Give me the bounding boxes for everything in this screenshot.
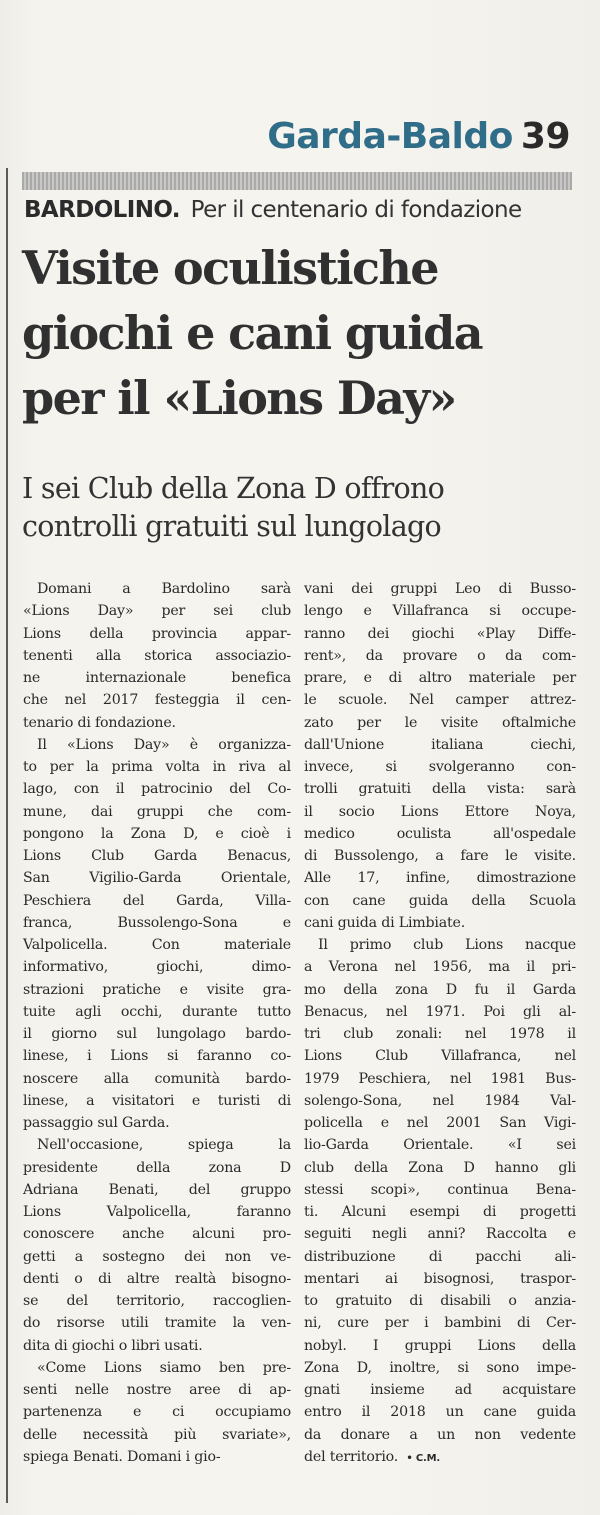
article-line: tenario di fondazione. <box>23 714 176 731</box>
article-line: denti o di altre realtà bisogno- <box>23 1270 291 1287</box>
article-line: nobyl. I gruppi Lions della <box>304 1337 576 1354</box>
article-line: il giorno sul lungolago bardo- <box>23 1026 291 1042</box>
article-line: Zona D, inoltre, si sono impe- <box>304 1359 576 1376</box>
article-line: Benacus, nel 1971. Poi gli al- <box>304 1003 576 1020</box>
article-line: linese, i Lions si faranno co- <box>23 1048 291 1065</box>
article-line: conoscere anche alcuni pro- <box>23 1226 291 1243</box>
article-line: solengo-Sona, nel 1984 Val- <box>304 1092 576 1109</box>
headline-line: Visite oculistiche <box>22 241 438 295</box>
article-line: vani dei gruppi Leo di Busso- <box>304 581 576 597</box>
article-line: Lions Valpolicella, faranno <box>23 1204 291 1220</box>
article-line: Lions Club Garda Benacus, <box>23 848 291 864</box>
article-line: delle necessità più svariate», <box>23 1426 291 1443</box>
article-line: informativo, giochi, dimo- <box>23 959 291 976</box>
article-line: tuite agli occhi, durante tutto <box>23 1003 291 1020</box>
article-line: franca, Bussolengo-Sona e <box>23 914 291 931</box>
kicker-text: Per il centenario di fondazione <box>190 197 522 223</box>
article-line: strazioni pratiche e visite gra- <box>23 981 291 998</box>
section-name: Garda-Baldo <box>267 116 513 157</box>
subheadline-line: controlli gratuiti sul lungolago <box>22 510 442 543</box>
headline <box>22 236 582 431</box>
article-line: che nel 2017 festeggia il cen- <box>23 692 291 709</box>
article-line: presidente della zona D <box>23 1159 291 1176</box>
article-line: San Vigilio-Garda Orientale, <box>23 870 291 887</box>
article-line: zato per le visite oftalmiche <box>304 714 576 731</box>
article-line: ne internazionale benefica <box>23 670 291 686</box>
article-line: mo della zona D fu il Garda <box>304 981 576 998</box>
subheadline <box>22 470 582 546</box>
article-line: medico oculista all'ospedale <box>304 825 576 842</box>
article-line: Nell'occasione, spiega la <box>37 1137 291 1154</box>
article-line: spiega Benati. Domani i gio- <box>23 1448 221 1465</box>
article-line: lago, con il patrocinio del Co- <box>23 781 291 798</box>
article-line: noscere alla comunità bardo- <box>23 1070 291 1087</box>
article-line: da donare a un non vedente <box>304 1426 576 1443</box>
article-line: getti a sostegno dei non ve- <box>23 1248 291 1265</box>
article-line: mentari ai bisognosi, traspor- <box>304 1270 576 1287</box>
headline-line: per il «Lions Day» <box>22 371 456 425</box>
article-line: dita di giochi o libri usati. <box>23 1337 203 1354</box>
article-line: Lions della provincia appar- <box>23 625 291 642</box>
article-line: to per la prima volta in riva al <box>23 759 291 775</box>
article-line: di Bussolengo, a fare le visite. <box>304 848 576 864</box>
article-line: do risorse utili tramite la ven- <box>23 1315 291 1332</box>
left-column-rule <box>6 168 8 1503</box>
article-line: policella e nel 2001 San Vigi- <box>304 1115 576 1131</box>
author-signature: • C.M. <box>406 1452 440 1464</box>
article-line: lengo e Villafranca si occupe- <box>304 603 576 620</box>
article-line: ranno dei giochi «Play Diffe- <box>304 625 576 642</box>
article-line: cani guida di Limbiate. <box>304 914 466 931</box>
article-line: pongono la Zona D, e cioè i <box>23 825 291 842</box>
article-line: prare, e di altro materiale per <box>304 670 576 686</box>
article-line: «Lions Day» per sei club <box>23 603 291 620</box>
article-line: il socio Lions Ettore Noya, <box>304 803 576 820</box>
article-line: Il «Lions Day» è organizza- <box>37 736 291 753</box>
article-line: distribuzione di pacchi ali- <box>304 1248 576 1265</box>
article-column-2 <box>304 578 576 1470</box>
article-line: passaggio sul Garda. <box>23 1115 170 1131</box>
article-line: Adriana Benati, del gruppo <box>23 1181 291 1198</box>
page-header <box>267 116 570 157</box>
article-line: to gratuito di disabili o anzia- <box>304 1293 576 1309</box>
article-line: tri club zonali: nel 1978 il <box>304 1026 576 1042</box>
article-line: Lions Club Villafranca, nel <box>304 1048 576 1065</box>
article-line: entro il 2018 un cane guida <box>304 1404 576 1421</box>
article-line: stessi scopi», continua Bena- <box>304 1181 576 1198</box>
subheadline-line: I sei Club della Zona D offrono <box>22 472 445 505</box>
article-line: mune, dai gruppi che com- <box>23 803 291 820</box>
article-line: «Come Lions siamo ben pre- <box>37 1359 291 1376</box>
article-line: ti. Alcuni esempi di progetti <box>304 1204 576 1220</box>
article-line: Alle 17, infine, dimostrazione <box>304 870 576 887</box>
article-line: Valpolicella. Con materiale <box>23 937 291 953</box>
article-line: 1979 Peschiera, nel 1981 Bus- <box>304 1070 576 1087</box>
article-line: a Verona nel 1956, ma il pri- <box>304 959 576 976</box>
article-line: Peschiera del Garda, Villa- <box>23 892 291 909</box>
article-line: seguiti negli anni? Raccolta e <box>304 1226 576 1243</box>
article-line: le scuole. Nel camper attrez- <box>304 692 576 709</box>
article-line: se del territorio, raccoglien- <box>23 1293 291 1309</box>
article-line: ni, cure per i bambini di Cer- <box>304 1315 576 1332</box>
article-line: Il primo club Lions nacque <box>318 937 576 953</box>
article-column-1 <box>23 578 291 1468</box>
article-line: invece, si svolgeranno con- <box>304 759 576 775</box>
article-line: partenenza e ci occupiamo <box>23 1404 291 1421</box>
article-line: gnati insieme ad acquistare <box>304 1382 576 1398</box>
page-number: 39 <box>520 116 570 157</box>
article-line: senti nelle nostre aree di ap- <box>23 1382 291 1398</box>
article-line: dall'Unione italiana ciechi, <box>304 736 576 753</box>
header-rule <box>22 172 572 190</box>
article-line: con cane guida della Scuola <box>304 892 576 909</box>
kicker <box>24 197 522 223</box>
article-line: Domani a Bardolino sarà <box>37 581 291 597</box>
article-line: trolli gratuiti della vista: sarà <box>304 781 576 798</box>
article-line: del territorio. • C.M. <box>304 1448 440 1465</box>
kicker-place: BARDOLINO. <box>24 197 180 223</box>
article-line: lio-Garda Orientale. «I sei <box>304 1137 576 1154</box>
article-line: rent», da provare o da com- <box>304 647 576 664</box>
article-line: club della Zona D hanno gli <box>304 1159 576 1176</box>
headline-line: giochi e cani guida <box>22 306 482 360</box>
article-line: linese, a visitatori e turisti di <box>23 1092 291 1109</box>
article-line: tenenti alla storica associazio- <box>23 647 291 664</box>
